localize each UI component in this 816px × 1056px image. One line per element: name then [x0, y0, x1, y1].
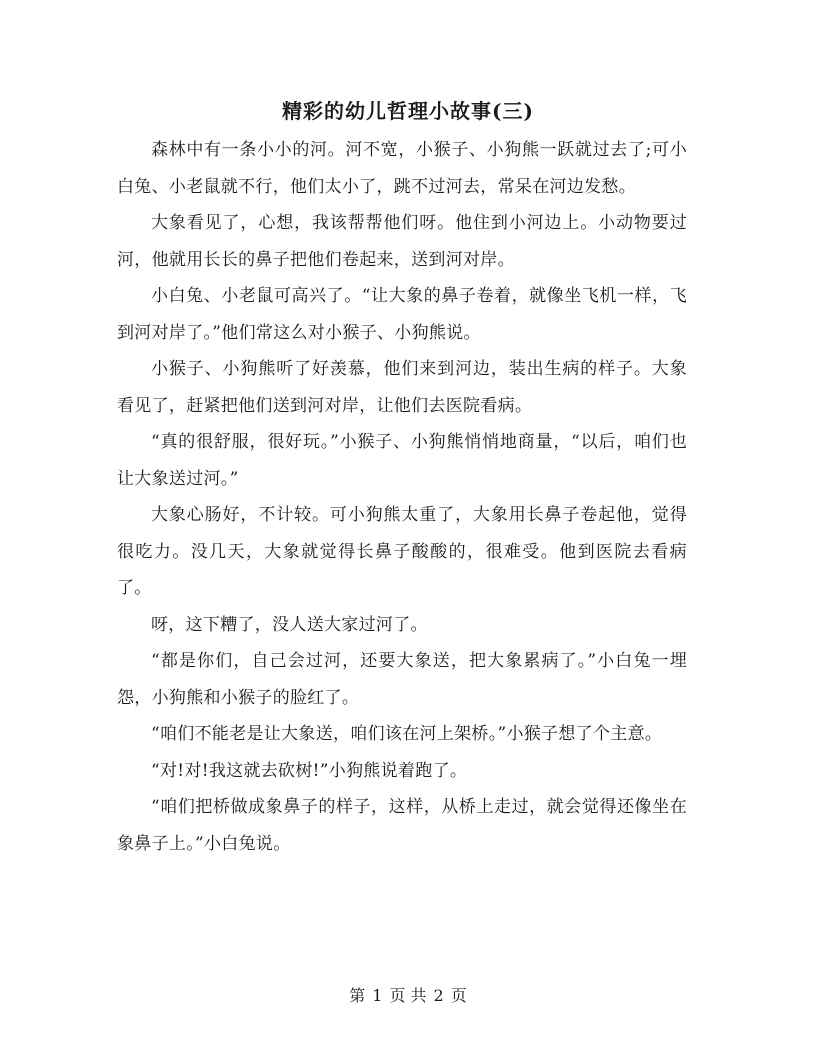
paragraph-1: 森林中有一条小小的河。河不宽，小猴子、小狗熊一跃就过去了;可小白兔、小老鼠就不行，他们太小了，跳不过河去，常呆在河边发愁。 [117, 140, 687, 197]
paragraph-3: 小白兔、小老鼠可高兴了。“让大象的鼻子卷着，就像坐飞机一样，飞到河对岸了。”他们常这么对小猴子、小狗熊说。 [117, 286, 687, 343]
paragraph-8: “都是你们，自己会过河，还要大象送，把大象累病了。”小白兔一埋怨，小狗熊和小猴子的脸红了。 [117, 651, 687, 708]
paragraph-9: “咱们不能老是让大象送，咱们该在河上架桥。”小猴子想了个主意。 [151, 724, 663, 744]
current-page-number: 1 [372, 986, 383, 1005]
document-title: 精彩的幼儿哲理小故事(三) [282, 99, 534, 123]
footer-suffix: 页 [450, 986, 467, 1005]
paragraph-11: “咱们把桥做成象鼻子的样子，这样，从桥上走过，就会觉得还像坐在象鼻子上。”小白兔说。 [117, 797, 687, 854]
footer-middle: 页 共 [389, 986, 427, 1005]
paragraph-5: “真的很舒服，很好玩。”小猴子、小狗熊悄悄地商量，“以后，咱们也让大象送过河。” [117, 432, 687, 489]
paragraph-4: 小猴子、小狗熊听了好羡慕，他们来到河边，装出生病的样子。大象看见了，赶紧把他们送到河对岸，让他们去医院看病。 [117, 359, 687, 416]
page-footer [0, 984, 816, 1008]
paragraph-10: “对!对!我这就去砍树!”小狗熊说着跑了。 [151, 760, 468, 781]
story-body [117, 132, 687, 862]
total-pages-number: 2 [433, 986, 444, 1005]
paragraph-7: 呀，这下糟了，没人送大家过河了。 [151, 614, 428, 635]
paragraph-6: 大象心肠好，不计较。可小狗熊太重了，大象用长鼻子卷起他，觉得很吃力。没几天，大象就觉得长鼻子酸酸的，很难受。他到医院去看病了。 [117, 505, 687, 598]
footer-prefix: 第 [349, 986, 366, 1005]
paragraph-2: 大象看见了，心想，我该帮帮他们呀。他住到小河边上。小动物要过河，他就用长长的鼻子把他们卷起来，送到河对岸。 [117, 213, 687, 270]
